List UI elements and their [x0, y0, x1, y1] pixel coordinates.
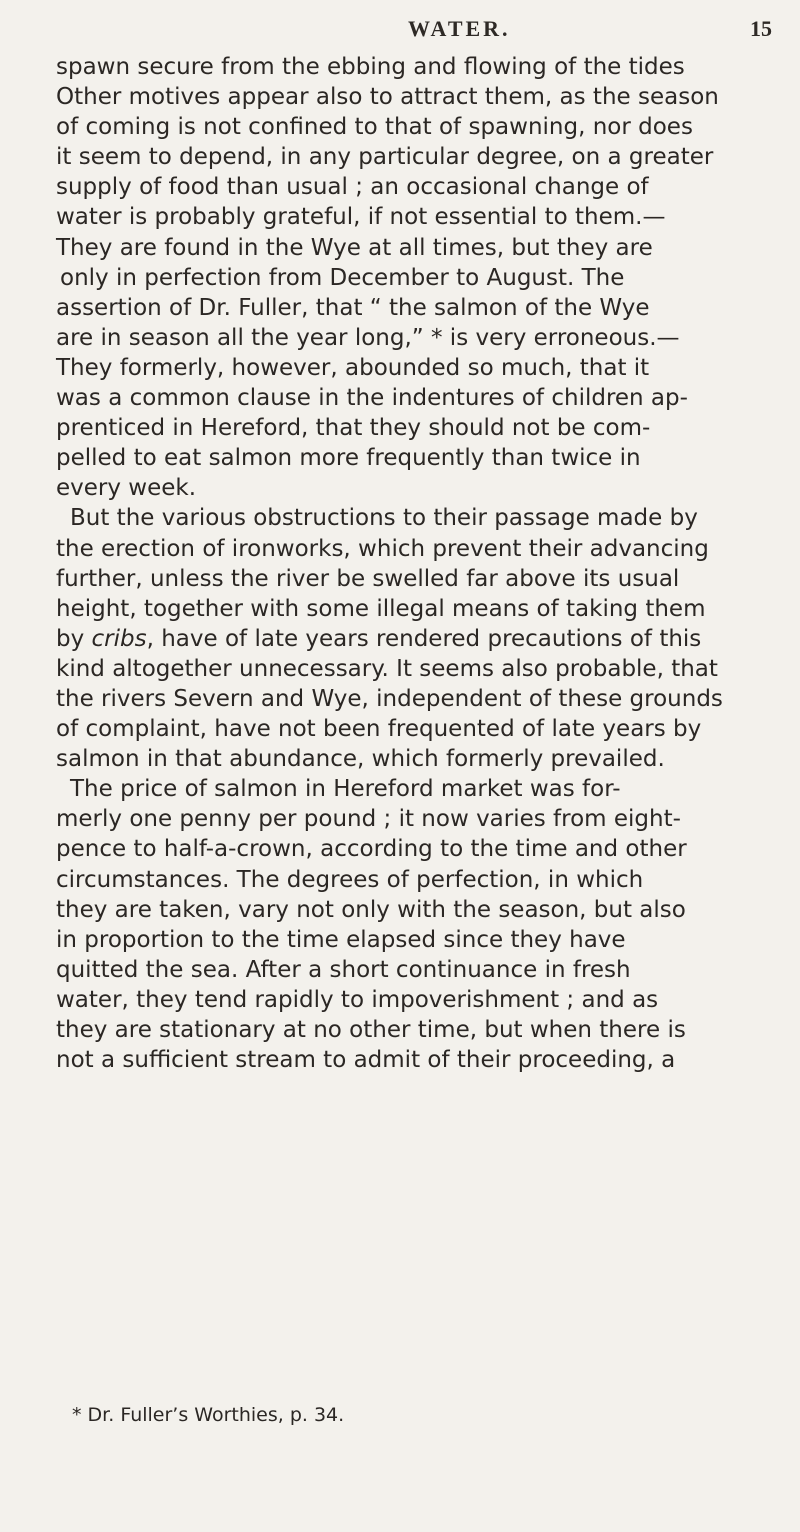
text-line: salmon in that abundance, which formerly prevailed.: [56, 746, 665, 773]
text-line: they are taken, vary not only with the season, but also: [56, 896, 686, 923]
page-number: 15: [750, 16, 772, 41]
running-head: WATER.: [408, 16, 511, 41]
text-line: supply of food than usual ; an occasional change of: [56, 174, 649, 201]
italic-word: cribs: [91, 625, 147, 652]
text-line: prenticed in Hereford, that they should not be com-: [56, 415, 651, 442]
text-line: it seem to depend, in any particular degree, on a greater: [56, 144, 714, 171]
text-line: kind altogether unnecessary. It seems also probable, that: [56, 655, 718, 682]
text-line: merly one penny per pound ; it now varies from eight-: [56, 806, 681, 833]
text-line: assertion of Dr. Fuller, that “ the salmon of the Wye: [56, 294, 650, 321]
text-line: of coming is not confined to that of spawning, nor does: [56, 114, 693, 141]
paragraph-start-line: The price of salmon in Hereford market was for-: [70, 776, 621, 803]
body-text: [56, 52, 796, 1075]
text-line: height, together with some illegal means of taking them: [56, 595, 706, 622]
paragraph-start-line: But the various obstructions to their passage made by: [70, 505, 698, 532]
text-line: Other motives appear also to attract them, as the season: [56, 84, 719, 111]
page-header: [0, 14, 800, 54]
text-line: water is probably grateful, if not essential to them.—: [56, 204, 666, 231]
text-line: they are stationary at no other time, but when there is: [56, 1017, 686, 1043]
text-line: of complaint, have not been frequented of late years by: [56, 716, 702, 743]
text-line: not a sufficient stream to admit of their proceeding, a: [56, 1047, 676, 1074]
text-line: further, unless the river be swelled far above its usual: [56, 565, 680, 592]
text-line: in proportion to the time elapsed since they have: [56, 926, 626, 953]
text-line: the rivers Severn and Wye, independent of these grounds: [56, 685, 723, 712]
text-line: They formerly, however, abounded so much, that it: [56, 354, 650, 381]
text-line: only in perfection from December to August. The: [60, 264, 625, 291]
text-line: circumstances. The degrees of perfection, in which: [56, 866, 644, 893]
text-line: pence to half-a-crown, according to the time and other: [56, 836, 687, 863]
text-line: They are found in the Wye at all times, but they are: [56, 234, 653, 261]
text-line: every week.: [56, 475, 197, 502]
text-line: by cribs, have of late years rendered precautions of this: [56, 625, 702, 652]
text-line: water, they tend rapidly to impoverishment ; and as: [56, 986, 659, 1013]
text-line: quitted the sea. After a short continuance in fresh: [56, 956, 631, 983]
text-line: are in season all the year long,” * is very erroneous.—: [56, 324, 680, 351]
text-line: spawn secure from the ebbing and flowing of the tides: [56, 54, 685, 80]
text-line: was a common clause in the indentures of children ap-: [56, 385, 688, 412]
footnote: * Dr. Fuller’s Worthies, p. 34.: [72, 1404, 345, 1426]
text-line: the erection of ironworks, which prevent their advancing: [56, 535, 709, 562]
text-line: pelled to eat salmon more frequently than twice in: [56, 445, 641, 472]
